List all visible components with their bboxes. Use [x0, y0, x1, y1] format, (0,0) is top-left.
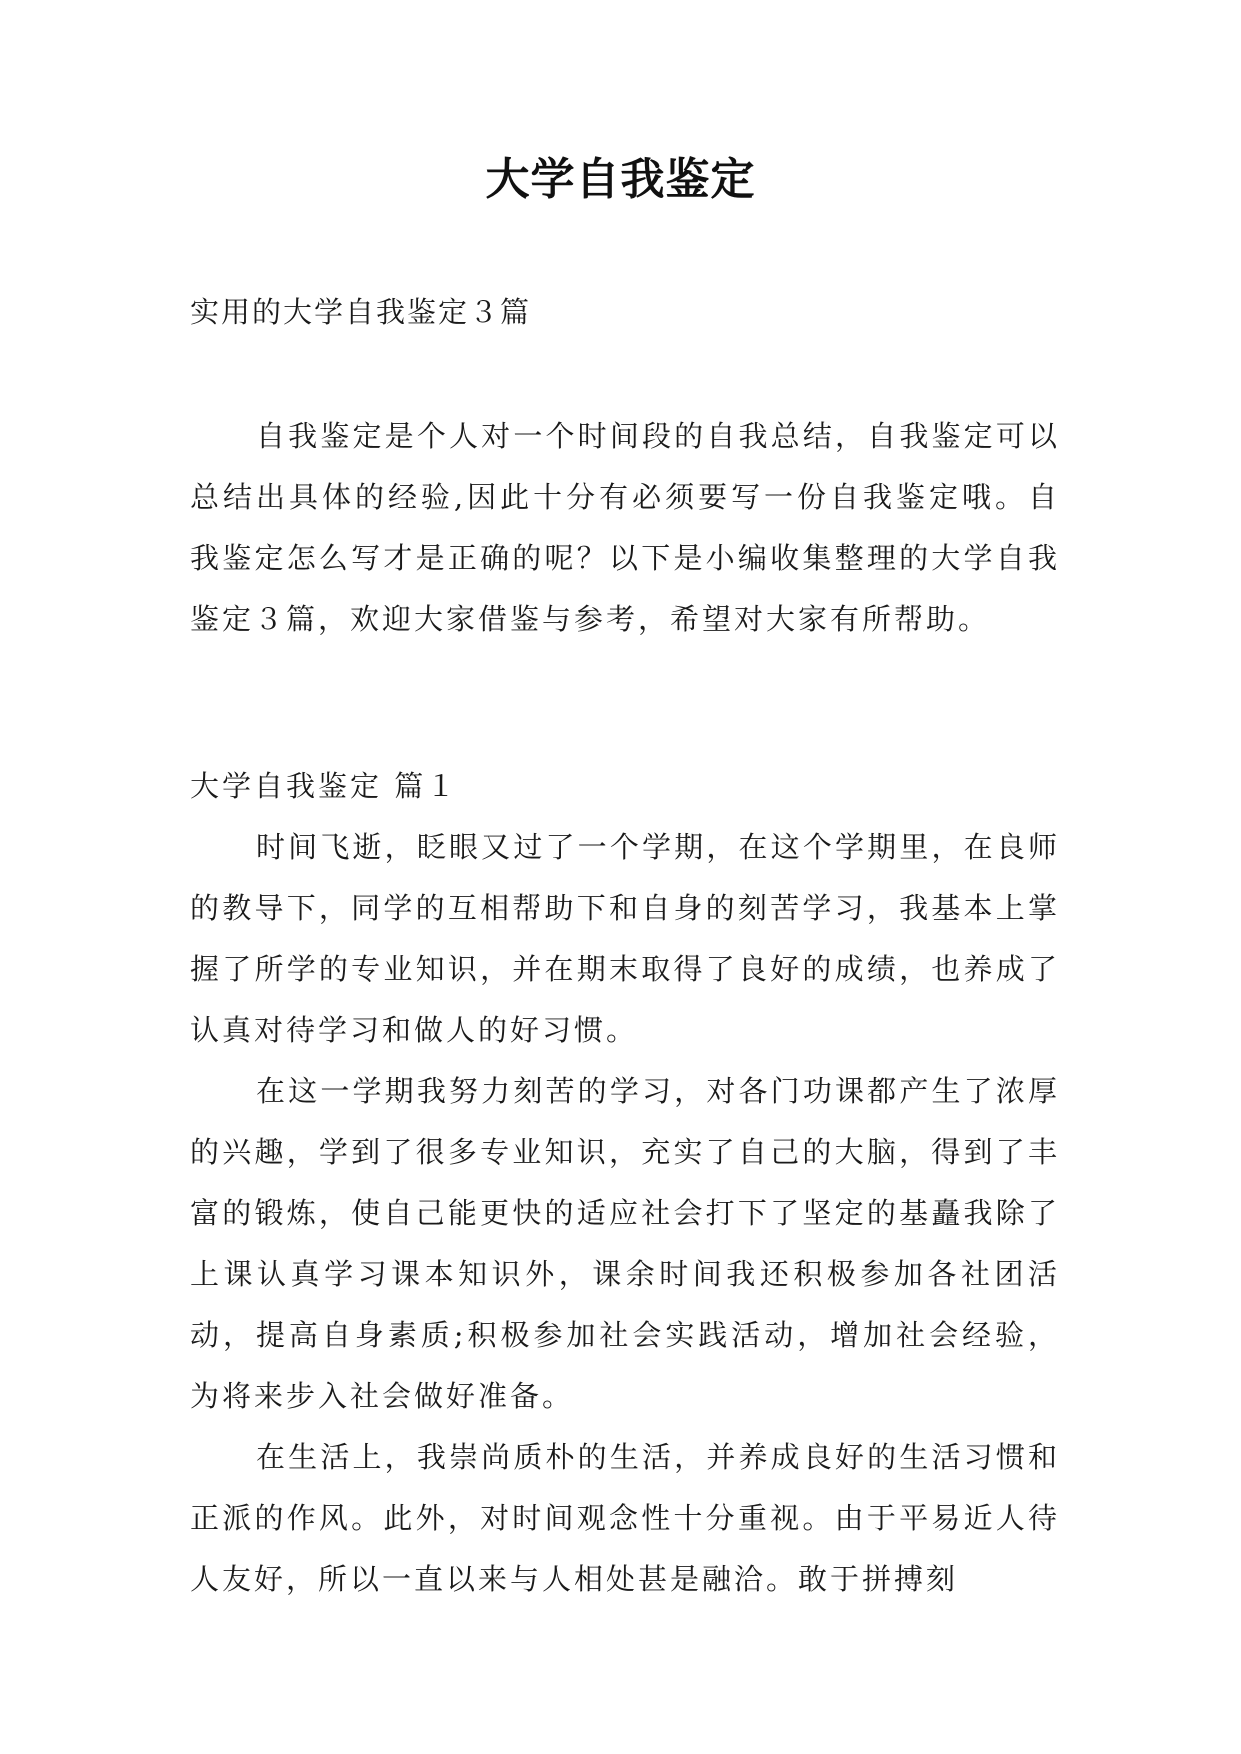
- document-title: 大学自我鉴定: [485, 154, 756, 205]
- document-subtitle: 实用的大学自我鉴定３篇: [190, 295, 532, 329]
- intro-paragraph: 自我鉴定是个人对一个时间段的自我总结，自我鉴定可以总结出具体的经验,因此十分有必须要写一份自我鉴定哦。自我鉴定怎么写才是正确的呢？以下是小编收集整理的大学自我鉴定３篇，欢迎大家借鉴与参考，希望对大家有所帮助。: [190, 419, 1060, 636]
- section-heading: 大学自我鉴定 篇１: [190, 769, 459, 803]
- body-paragraph-3: 在生活上，我崇尚质朴的生活，并养成良好的生活习惯和正派的作风。此外，对时间观念性十分重视。由于平易近人待人友好，所以一直以来与人相处甚是融洽。敢于拼搏刻: [190, 1440, 1060, 1596]
- intro-block: [190, 406, 1060, 650]
- body-paragraph-1: 时间飞逝，眨眼又过了一个学期，在这个学期里，在良师的教导下，同学的互相帮助下和自身的刻苦学习，我基本上掌握了所学的专业知识，并在期末取得了良好的成绩，也养成了认真对待学习和做人的好习惯。: [190, 830, 1060, 1047]
- section-body: [190, 817, 1060, 1610]
- body-paragraph-2: 在这一学期我努力刻苦的学习，对各门功课都产生了浓厚的兴趣，学到了很多专业知识，充实了自己的大脑，得到了丰富的锻炼，使自己能更快的适应社会打下了坚定的基矗我除了上课认真学习课本知识外，课余时间我还积极参加各社团活动，提高自身素质;积极参加社会实践活动，增加社会经验，为将来步入社会做好准备。: [190, 1074, 1060, 1413]
